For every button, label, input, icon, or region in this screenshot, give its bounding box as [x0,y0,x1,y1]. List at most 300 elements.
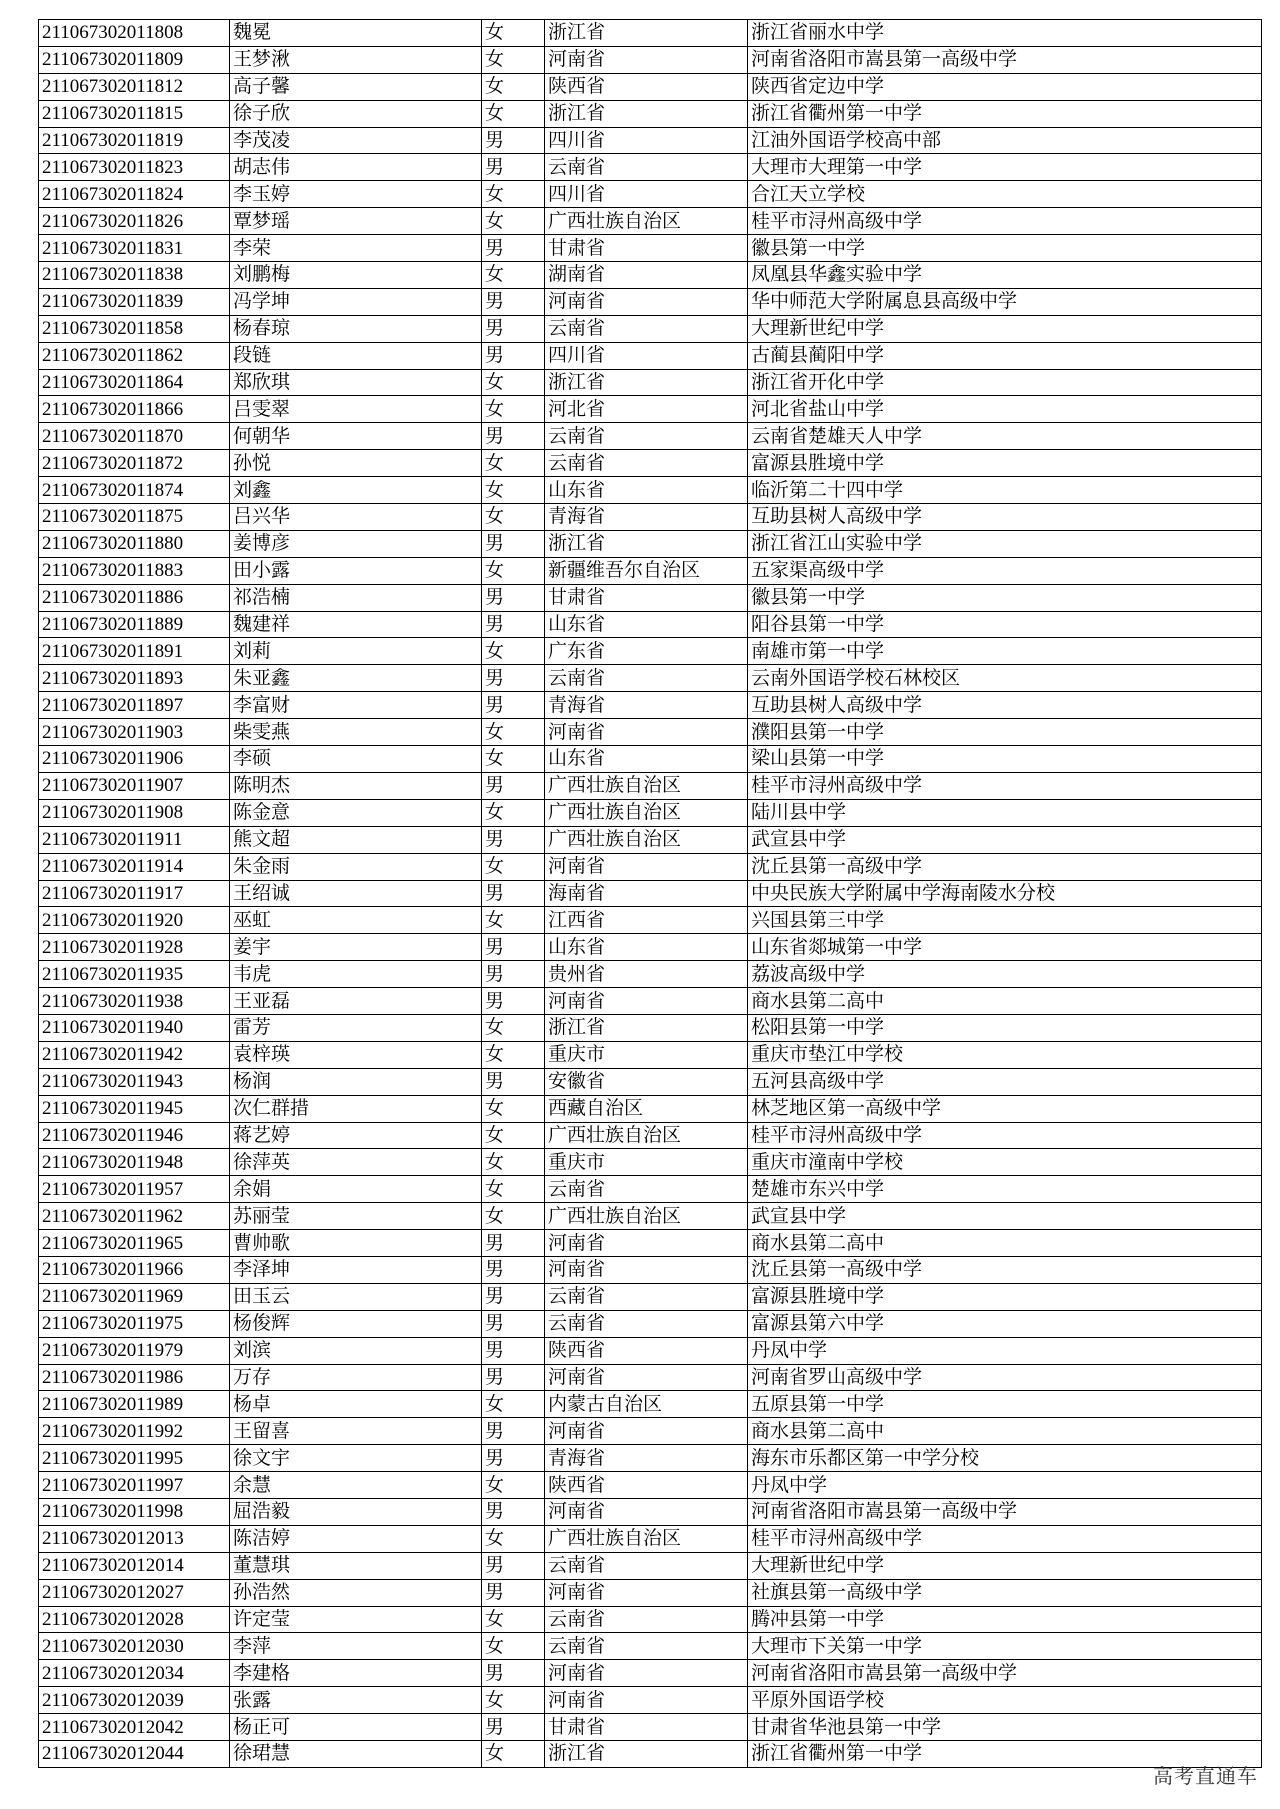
student-id-cell: 211067302011975 [39,1310,230,1337]
table-row [39,450,1262,477]
school-cell: 江油外国语学校高中部 [748,127,1262,154]
gender-cell: 女 [482,1525,545,1552]
gender-cell: 女 [482,504,545,531]
name-cell: 李玉婷 [230,181,482,208]
school-cell: 浙江省丽水中学 [748,20,1262,47]
student-id-cell: 211067302012013 [39,1525,230,1552]
name-cell: 董慧琪 [230,1552,482,1579]
table-row [39,1230,1262,1257]
school-cell: 楚雄市东兴中学 [748,1176,1262,1203]
student-id-cell: 211067302012030 [39,1633,230,1660]
gender-cell: 女 [482,853,545,880]
table-row [39,154,1262,181]
school-cell: 社旗县第一高级中学 [748,1579,1262,1606]
table-row [39,315,1262,342]
name-cell: 张露 [230,1687,482,1714]
table-row [39,826,1262,853]
gender-cell: 女 [482,907,545,934]
student-id-cell: 211067302011880 [39,530,230,557]
student-id-cell: 211067302011872 [39,450,230,477]
school-cell: 平原外国语学校 [748,1687,1262,1714]
province-cell: 河南省 [545,988,748,1015]
student-id-cell: 211067302012028 [39,1606,230,1633]
gender-cell: 女 [482,1633,545,1660]
student-id-cell: 211067302011969 [39,1283,230,1310]
table-row [39,530,1262,557]
name-cell: 姜博彦 [230,530,482,557]
gender-cell: 男 [482,1283,545,1310]
gender-cell: 男 [482,1579,545,1606]
student-id-cell: 211067302011957 [39,1176,230,1203]
gender-cell: 男 [482,826,545,853]
table-row [39,907,1262,934]
student-id-cell: 211067302012027 [39,1579,230,1606]
table-row [39,1203,1262,1230]
school-cell: 武宣县中学 [748,826,1262,853]
gender-cell: 男 [482,692,545,719]
school-cell: 互助县树人高级中学 [748,692,1262,719]
student-id-cell: 211067302011874 [39,477,230,504]
province-cell: 新疆维吾尔自治区 [545,557,748,584]
name-cell: 吕兴华 [230,504,482,531]
school-cell: 重庆市垫江中学校 [748,1041,1262,1068]
table-row [39,1095,1262,1122]
table-row [39,665,1262,692]
name-cell: 李硕 [230,746,482,773]
school-cell: 南雄市第一中学 [748,638,1262,665]
table-row [39,746,1262,773]
student-id-cell: 211067302011906 [39,746,230,773]
gender-cell: 女 [482,1472,545,1499]
school-cell: 海东市乐都区第一中学分校 [748,1445,1262,1472]
gender-cell: 女 [482,73,545,100]
province-cell: 河南省 [545,1230,748,1257]
student-id-cell: 211067302011893 [39,665,230,692]
name-cell: 徐文宇 [230,1445,482,1472]
student-id-cell: 211067302011979 [39,1337,230,1364]
table-row [39,1472,1262,1499]
province-cell: 云南省 [545,1633,748,1660]
gender-cell: 男 [482,880,545,907]
province-cell: 安徽省 [545,1068,748,1095]
table-row [39,46,1262,73]
gender-cell: 女 [482,262,545,289]
name-cell: 蒋艺婷 [230,1122,482,1149]
province-cell: 河北省 [545,396,748,423]
gender-cell: 男 [482,1337,545,1364]
province-cell: 广西壮族自治区 [545,208,748,235]
gender-cell: 女 [482,208,545,235]
gender-cell: 女 [482,1741,545,1768]
school-cell: 商水县第二高中 [748,988,1262,1015]
gender-cell: 男 [482,423,545,450]
gender-cell: 男 [482,1660,545,1687]
province-cell: 山东省 [545,611,748,638]
gender-cell: 女 [482,181,545,208]
province-cell: 河南省 [545,1687,748,1714]
province-cell: 甘肃省 [545,235,748,262]
province-cell: 陕西省 [545,1472,748,1499]
gender-cell: 男 [482,530,545,557]
name-cell: 熊文超 [230,826,482,853]
gender-cell: 男 [482,934,545,961]
province-cell: 四川省 [545,127,748,154]
province-cell: 浙江省 [545,369,748,396]
province-cell: 山东省 [545,477,748,504]
table-row [39,1068,1262,1095]
name-cell: 万存 [230,1364,482,1391]
table-row [39,692,1262,719]
school-cell: 浙江省衢州第一中学 [748,100,1262,127]
student-id-cell: 211067302011962 [39,1203,230,1230]
gender-cell: 女 [482,1095,545,1122]
gender-cell: 女 [482,746,545,773]
gender-cell: 女 [482,100,545,127]
gender-cell: 男 [482,1498,545,1525]
province-cell: 浙江省 [545,1014,748,1041]
name-cell: 刘滨 [230,1337,482,1364]
name-cell: 徐萍英 [230,1149,482,1176]
gender-cell: 男 [482,288,545,315]
student-id-cell: 211067302011808 [39,20,230,47]
school-cell: 商水县第二高中 [748,1230,1262,1257]
name-cell: 次仁群措 [230,1095,482,1122]
student-id-cell: 211067302011891 [39,638,230,665]
student-id-cell: 211067302011995 [39,1445,230,1472]
name-cell: 姜宇 [230,934,482,961]
student-id-cell: 211067302011938 [39,988,230,1015]
gender-cell: 女 [482,396,545,423]
school-cell: 陕西省定边中学 [748,73,1262,100]
province-cell: 山东省 [545,934,748,961]
gender-cell: 女 [482,1041,545,1068]
student-id-cell: 211067302011914 [39,853,230,880]
student-id-cell: 211067302011838 [39,262,230,289]
gender-cell: 男 [482,1445,545,1472]
table-row [39,288,1262,315]
province-cell: 浙江省 [545,20,748,47]
student-id-cell: 211067302011917 [39,880,230,907]
name-cell: 曹帅歌 [230,1230,482,1257]
name-cell: 杨春琼 [230,315,482,342]
gender-cell: 男 [482,988,545,1015]
name-cell: 柴雯燕 [230,719,482,746]
table-row [39,772,1262,799]
table-row [39,396,1262,423]
name-cell: 魏冕 [230,20,482,47]
province-cell: 广西壮族自治区 [545,826,748,853]
school-cell: 桂平市浔州高级中学 [748,208,1262,235]
table-row [39,853,1262,880]
school-cell: 松阳县第一中学 [748,1014,1262,1041]
province-cell: 广西壮族自治区 [545,772,748,799]
province-cell: 浙江省 [545,100,748,127]
student-id-cell: 211067302011998 [39,1498,230,1525]
table-row [39,1606,1262,1633]
school-cell: 合江天立学校 [748,181,1262,208]
name-cell: 吕雯翠 [230,396,482,423]
gender-cell: 男 [482,1256,545,1283]
school-cell: 云南省楚雄天人中学 [748,423,1262,450]
student-id-cell: 211067302011889 [39,611,230,638]
student-id-cell: 211067302012042 [39,1714,230,1741]
student-id-cell: 211067302011864 [39,369,230,396]
name-cell: 李富财 [230,692,482,719]
school-cell: 桂平市浔州高级中学 [748,772,1262,799]
province-cell: 云南省 [545,423,748,450]
name-cell: 田玉云 [230,1283,482,1310]
name-cell: 陈明杰 [230,772,482,799]
admission-roster-table [38,19,1262,1768]
name-cell: 王梦湫 [230,46,482,73]
school-cell: 大理市下关第一中学 [748,1633,1262,1660]
table-row [39,369,1262,396]
gender-cell: 男 [482,1068,545,1095]
province-cell: 陕西省 [545,1337,748,1364]
school-cell: 山东省郯城第一中学 [748,934,1262,961]
student-id-cell: 211067302011903 [39,719,230,746]
name-cell: 李建格 [230,1660,482,1687]
gender-cell: 男 [482,665,545,692]
school-cell: 五河县高级中学 [748,1068,1262,1095]
student-id-cell: 211067302011935 [39,961,230,988]
student-id-cell: 211067302011911 [39,826,230,853]
table-row [39,1310,1262,1337]
gender-cell: 女 [482,719,545,746]
name-cell: 李萍 [230,1633,482,1660]
province-cell: 广西壮族自治区 [545,1525,748,1552]
student-id-cell: 211067302012034 [39,1660,230,1687]
student-id-cell: 211067302011870 [39,423,230,450]
gender-cell: 女 [482,1687,545,1714]
province-cell: 重庆市 [545,1149,748,1176]
table-row [39,1149,1262,1176]
table-row [39,504,1262,531]
student-id-cell: 211067302011875 [39,504,230,531]
school-cell: 河南省洛阳市嵩县第一高级中学 [748,46,1262,73]
name-cell: 田小露 [230,557,482,584]
table-row [39,1391,1262,1418]
gender-cell: 女 [482,1014,545,1041]
table-row [39,1714,1262,1741]
gender-cell: 女 [482,1149,545,1176]
province-cell: 四川省 [545,181,748,208]
name-cell: 徐珺慧 [230,1741,482,1768]
table-row [39,1041,1262,1068]
table-row [39,1445,1262,1472]
table-row [39,1741,1262,1768]
name-cell: 陈金意 [230,799,482,826]
table-row [39,638,1262,665]
name-cell: 陈洁婷 [230,1525,482,1552]
name-cell: 祁浩楠 [230,584,482,611]
table-row [39,611,1262,638]
school-cell: 五家渠高级中学 [748,557,1262,584]
gender-cell: 男 [482,315,545,342]
student-id-cell: 211067302011897 [39,692,230,719]
school-cell: 沈丘县第一高级中学 [748,853,1262,880]
school-cell: 河南省罗山高级中学 [748,1364,1262,1391]
school-cell: 商水县第二高中 [748,1418,1262,1445]
province-cell: 重庆市 [545,1041,748,1068]
student-id-cell: 211067302011823 [39,154,230,181]
province-cell: 浙江省 [545,530,748,557]
province-cell: 河南省 [545,1660,748,1687]
school-cell: 华中师范大学附属息县高级中学 [748,288,1262,315]
gender-cell: 男 [482,1310,545,1337]
province-cell: 广西壮族自治区 [545,799,748,826]
table-row [39,477,1262,504]
school-cell: 凤凰县华鑫实验中学 [748,262,1262,289]
gender-cell: 男 [482,1714,545,1741]
name-cell: 杨正可 [230,1714,482,1741]
student-id-cell: 211067302011940 [39,1014,230,1041]
name-cell: 高子馨 [230,73,482,100]
school-cell: 云南外国语学校石林校区 [748,665,1262,692]
name-cell: 王留喜 [230,1418,482,1445]
table-row [39,1633,1262,1660]
table-row [39,181,1262,208]
gender-cell: 男 [482,127,545,154]
table-row [39,961,1262,988]
table-row [39,262,1262,289]
name-cell: 魏建祥 [230,611,482,638]
name-cell: 雷芳 [230,1014,482,1041]
school-cell: 丹凤中学 [748,1337,1262,1364]
school-cell: 大理新世纪中学 [748,315,1262,342]
province-cell: 青海省 [545,504,748,531]
school-cell: 临沂第二十四中学 [748,477,1262,504]
province-cell: 云南省 [545,1310,748,1337]
school-cell: 富源县胜境中学 [748,450,1262,477]
student-id-cell: 211067302011831 [39,235,230,262]
school-cell: 大理市大理第一中学 [748,154,1262,181]
gender-cell: 女 [482,1391,545,1418]
name-cell: 徐子欣 [230,100,482,127]
student-id-cell: 211067302011907 [39,772,230,799]
school-cell: 甘肃省华池县第一中学 [748,1714,1262,1741]
student-id-cell: 211067302011809 [39,46,230,73]
gender-cell: 女 [482,369,545,396]
school-cell: 互助县树人高级中学 [748,504,1262,531]
name-cell: 刘鑫 [230,477,482,504]
name-cell: 韦虎 [230,961,482,988]
school-cell: 沈丘县第一高级中学 [748,1256,1262,1283]
school-cell: 濮阳县第一中学 [748,719,1262,746]
province-cell: 云南省 [545,1176,748,1203]
gender-cell: 女 [482,477,545,504]
name-cell: 朱亚鑫 [230,665,482,692]
school-cell: 五原县第一中学 [748,1391,1262,1418]
school-cell: 大理新世纪中学 [748,1552,1262,1579]
province-cell: 浙江省 [545,1741,748,1768]
province-cell: 甘肃省 [545,584,748,611]
name-cell: 屈浩毅 [230,1498,482,1525]
table-row [39,1256,1262,1283]
gender-cell: 女 [482,1203,545,1230]
table-row [39,342,1262,369]
table-row [39,1552,1262,1579]
gender-cell: 男 [482,611,545,638]
gender-cell: 男 [482,235,545,262]
table-row [39,1364,1262,1391]
student-id-cell: 211067302011943 [39,1068,230,1095]
province-cell: 广东省 [545,638,748,665]
school-cell: 河南省洛阳市嵩县第一高级中学 [748,1660,1262,1687]
gender-cell: 女 [482,1176,545,1203]
table-row [39,557,1262,584]
school-cell: 古蔺县蔺阳中学 [748,342,1262,369]
gender-cell: 女 [482,799,545,826]
table-row [39,235,1262,262]
province-cell: 河南省 [545,46,748,73]
student-id-cell: 211067302011945 [39,1095,230,1122]
province-cell: 青海省 [545,1445,748,1472]
name-cell: 郑欣琪 [230,369,482,396]
student-id-cell: 211067302011997 [39,1472,230,1499]
name-cell: 孙悦 [230,450,482,477]
name-cell: 段链 [230,342,482,369]
student-id-cell: 211067302011966 [39,1256,230,1283]
school-cell: 腾冲县第一中学 [748,1606,1262,1633]
name-cell: 李泽坤 [230,1256,482,1283]
table-row [39,1283,1262,1310]
student-id-cell: 211067302011989 [39,1391,230,1418]
school-cell: 浙江省开化中学 [748,369,1262,396]
province-cell: 河南省 [545,719,748,746]
table-row [39,1337,1262,1364]
province-cell: 广西壮族自治区 [545,1203,748,1230]
province-cell: 云南省 [545,1283,748,1310]
province-cell: 内蒙古自治区 [545,1391,748,1418]
table-row [39,1525,1262,1552]
student-id-cell: 211067302011866 [39,396,230,423]
student-id-cell: 211067302011826 [39,208,230,235]
table-row [39,1687,1262,1714]
school-cell: 陆川县中学 [748,799,1262,826]
student-id-cell: 211067302012014 [39,1552,230,1579]
name-cell: 李荣 [230,235,482,262]
school-cell: 重庆市潼南中学校 [748,1149,1262,1176]
gender-cell: 男 [482,1364,545,1391]
table-row [39,73,1262,100]
province-cell: 四川省 [545,342,748,369]
name-cell: 王绍诚 [230,880,482,907]
province-cell: 云南省 [545,1606,748,1633]
school-cell: 中央民族大学附属中学海南陵水分校 [748,880,1262,907]
name-cell: 朱金雨 [230,853,482,880]
table-row [39,934,1262,961]
name-cell: 杨润 [230,1068,482,1095]
province-cell: 湖南省 [545,262,748,289]
name-cell: 袁梓瑛 [230,1041,482,1068]
gender-cell: 女 [482,1606,545,1633]
province-cell: 河南省 [545,853,748,880]
student-id-cell: 211067302011920 [39,907,230,934]
province-cell: 河南省 [545,1498,748,1525]
gender-cell: 男 [482,961,545,988]
name-cell: 杨卓 [230,1391,482,1418]
province-cell: 河南省 [545,288,748,315]
school-cell: 河南省洛阳市嵩县第一高级中学 [748,1498,1262,1525]
school-cell: 河北省盐山中学 [748,396,1262,423]
school-cell: 荔波高级中学 [748,961,1262,988]
gender-cell: 女 [482,20,545,47]
student-id-cell: 211067302011928 [39,934,230,961]
gender-cell: 男 [482,1230,545,1257]
province-cell: 山东省 [545,746,748,773]
table-row [39,1579,1262,1606]
